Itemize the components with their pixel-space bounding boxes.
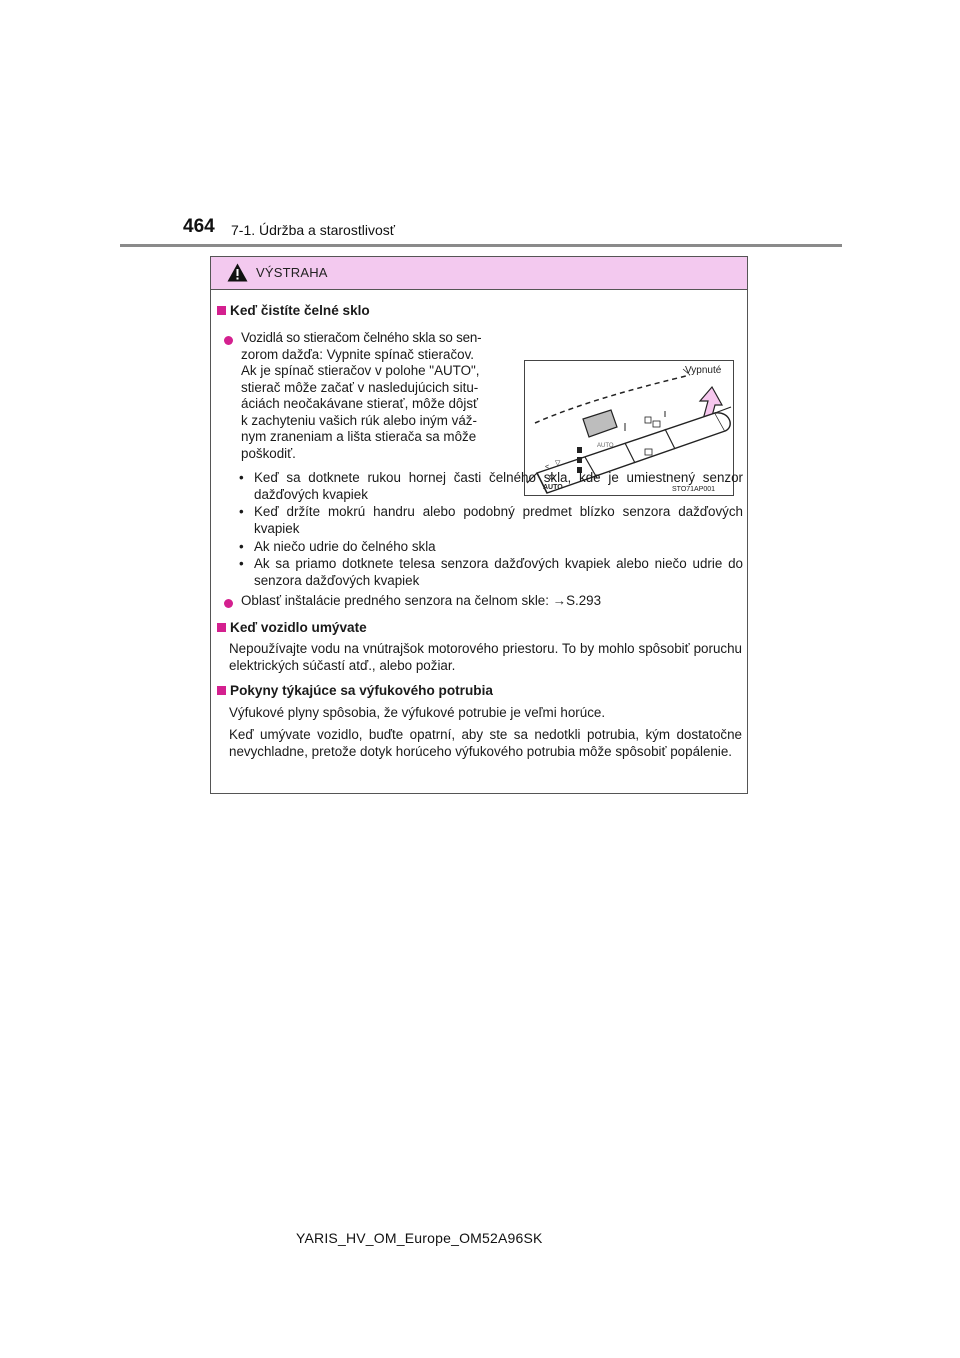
list-item	[239, 504, 743, 538]
washing-warning-text: Nepoužívajte vodu na vnútrajšok motorového priestoru. To by mohlo spôsobiť poruchu elektrických súčastí atď., alebo požiar.	[229, 641, 742, 673]
round-bullet-icon	[224, 599, 233, 608]
warning-label: VÝSTRAHA	[256, 265, 328, 280]
svg-text:<: <	[545, 464, 550, 471]
list-bullet: •	[239, 539, 244, 554]
figure-code: STO71AP001	[672, 486, 716, 493]
warning-box	[210, 256, 748, 794]
list-bullet: •	[239, 470, 244, 485]
section-heading-cleaning-windshield: Keď čistíte čelné sklo	[217, 303, 370, 320]
bullet-sensor-area-text: Oblasť inštalácie predného senzora na čelnom skle: →S.293	[241, 593, 602, 608]
text-line: k zachyteniu vašich rúk alebo iným váž-	[241, 412, 477, 428]
callout-off-label: Vypnuté	[685, 365, 722, 376]
list-item	[239, 539, 743, 556]
list-item-text: Ak sa priamo dotknete telesa senzora dažďových kvapiek alebo niečo udrie do senzora dažďových kvapiek	[254, 556, 743, 588]
list-bullet: •	[239, 556, 244, 571]
header-rule	[120, 244, 842, 247]
square-bullet-icon	[217, 686, 226, 695]
warning-triangle-icon	[227, 263, 248, 282]
lever-auto-label: AUTO	[543, 484, 563, 491]
exhaust-text-2: Keď umývate vozidlo, buďte opatrní, aby ste sa nedotkli potrubia, kým dostatočne nevychladne, pretože dotyk horúceho výfukového potrubia môže spôsobiť popálenie.	[229, 727, 742, 759]
square-bullet-icon	[217, 306, 226, 315]
list-item	[239, 556, 743, 590]
bullet-rain-sensor-text	[241, 330, 521, 462]
round-bullet-icon	[224, 336, 233, 345]
section-heading-washing-vehicle: Keď vozidlo umývate	[217, 620, 367, 637]
svg-text:▽: ▽	[555, 460, 561, 467]
text-line: nym zraneniam a lišta stierača sa môže	[241, 429, 477, 444]
text-line: áciách neočakávane stierať, môže dôjsť	[241, 396, 479, 411]
svg-text:AUTO: AUTO	[597, 443, 614, 449]
section-title: 7-1. Údržba a starostlivosť	[231, 222, 395, 238]
square-bullet-icon	[217, 623, 226, 632]
text-line: Vozidlá so stieračom čelného skla so sen-	[241, 330, 482, 345]
list-item	[239, 470, 743, 504]
text-line: Ak je spínač stieračov v polohe "AUTO",	[241, 363, 480, 378]
warning-header	[211, 257, 747, 290]
section-heading-exhaust-pipe: Pokyny týkajúce sa výfukového potrubia	[217, 683, 493, 700]
text-line: zorom dažďa: Vypnite spínač stieračov.	[241, 346, 475, 362]
list-bullet: •	[239, 504, 244, 519]
exhaust-text-1: Výfukové plyny spôsobia, že výfukové potrubie je veľmi horúce.	[229, 705, 606, 720]
text-line: stierač môže začať v nasledujúcich situ-	[241, 379, 479, 395]
list-item-text: Keď sa dotknete rukou hornej časti čelného skla, kde je umiestnený senzor dažďových kvapiek	[254, 470, 743, 502]
list-item-text: Keď držíte mokrú handru alebo podobný predmet blízko senzora dažďových kvapiek	[254, 504, 743, 536]
footer-doc-id: YARIS_HV_OM_Europe_OM52A96SK	[296, 1230, 543, 1246]
list-item-text: Ak niečo udrie do čelného skla	[254, 539, 436, 554]
text-line: poškodiť.	[241, 445, 296, 461]
page-number: 464	[183, 216, 215, 237]
